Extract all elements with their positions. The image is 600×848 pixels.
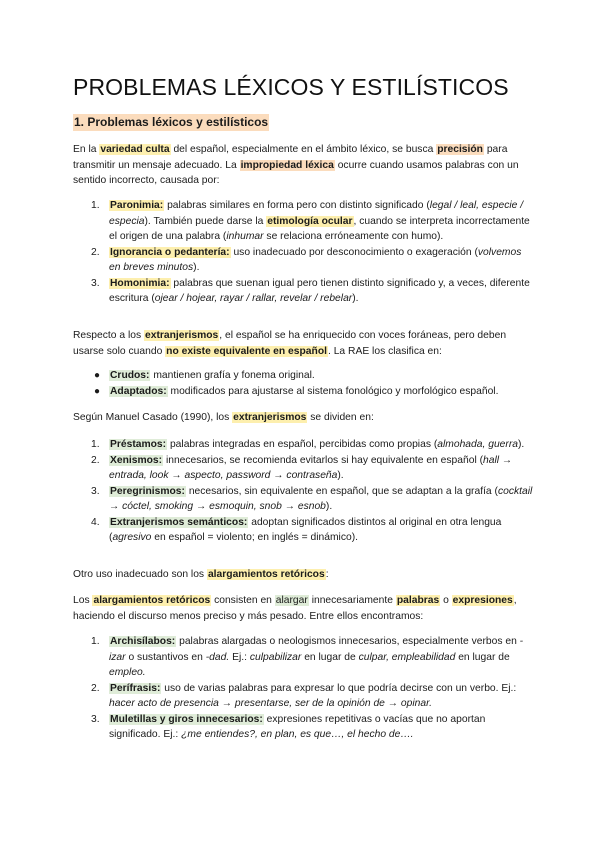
- alargamientos-paragraph: Los alargamientos retóricos consisten en alargar innecesariamente palabras o expresiones, haciendo el discurso menos preciso y más pesado. Entre ellos encontramos:: [73, 595, 517, 622]
- causes-list: [73, 198, 533, 307]
- otro-uso-paragraph: Otro uso inadecuado son los alargamientos retóricos:: [73, 569, 329, 580]
- list-item: 2. Xenismos: innecesarios, se recomienda evitarlos si hay equivalente en español (hall → entrada, look → aspecto, password → contraseña).: [91, 454, 513, 481]
- list-item: 2. Ignorancia o pedantería: uso inadecuado por desconocimiento o exageración (volvemos en breves minutos).: [91, 246, 522, 273]
- alargamientos-list: [73, 634, 533, 743]
- section-heading: 1. Problemas léxicos y estilísticos: [74, 115, 269, 129]
- types-list: [73, 368, 533, 399]
- extranjerismos-paragraph: Respecto a los extranjerismos, el español se ha enriquecido con voces foráneas, pero deben usarse solo cuando no existe equivalente en español. La RAE los clasifica en:: [73, 330, 507, 357]
- list-item: 1. Paronimia: palabras similares en forma pero con distinto significado (legal / leal, especie / especia). También puede darse la etimología ocular, cuando se interpreta incorrectamente el origen de una palabra (inhumar se relaciona erróneamente con humo).: [91, 200, 530, 242]
- list-item: ● Adaptados: modificados para ajustarse al sistema fonológico y morfológico español.: [94, 385, 499, 397]
- list-item: 2. Perífrasis: uso de varias palabras para expresar lo que podría decirse con un verbo. Ej.: hacer acto de presencia → presentarse, ser de la opinión de → opinar.: [91, 682, 517, 709]
- list-item: 3. Muletillas y giros innecesarios: expresiones repetitivas o vacías que no aportan significado. Ej.: ¿me entiendes?, en plan, es que…, el hecho de….: [91, 713, 486, 740]
- list-item: 1. Préstamos: palabras integradas en español, percibidas como propias (almohada, guerra).: [91, 439, 525, 450]
- list-item: ● Crudos: mantienen grafía y fonema original.: [94, 370, 315, 381]
- casado-list: [73, 437, 533, 546]
- casado-paragraph: Según Manuel Casado (1990), los extranjerismos se dividen en:: [73, 412, 374, 423]
- list-item: 3. Homonimia: palabras que suenan igual pero tienen distinto significado y, a veces, diferente escritura (ojear / hojear, rayar / rallar, revelar / rebelar).: [91, 277, 530, 304]
- intro-paragraph: En la variedad culta del español, especialmente en el ámbito léxico, se busca precisión para transmitir un mensaje adecuado. La impropiedad léxica ocurre cuando usamos palabras con un sentido incorrecto, causada por:: [73, 144, 519, 186]
- list-item: 1. Archisílabos: palabras alargadas o neologismos innecesarios, especialmente verbos en -izar o sustantivos en -dad. Ej.: culpabilizar en lugar de culpar, empleabilidad en lugar de empleo.: [91, 636, 524, 678]
- list-item: 3. Peregrinismos: necesarios, sin equivalente en español, que se adaptan a la grafía (cocktail → cóctel, smoking → esmoquin, snob → esnob).: [91, 485, 533, 512]
- page-title: PROBLEMAS LÉXICOS Y ESTILÍSTICOS: [73, 74, 509, 100]
- list-item: 4. Extranjerismos semánticos: adoptan significados distintos al original en otra lengua (agresivo en español = violento; en inglés = dinámico).: [91, 516, 502, 543]
